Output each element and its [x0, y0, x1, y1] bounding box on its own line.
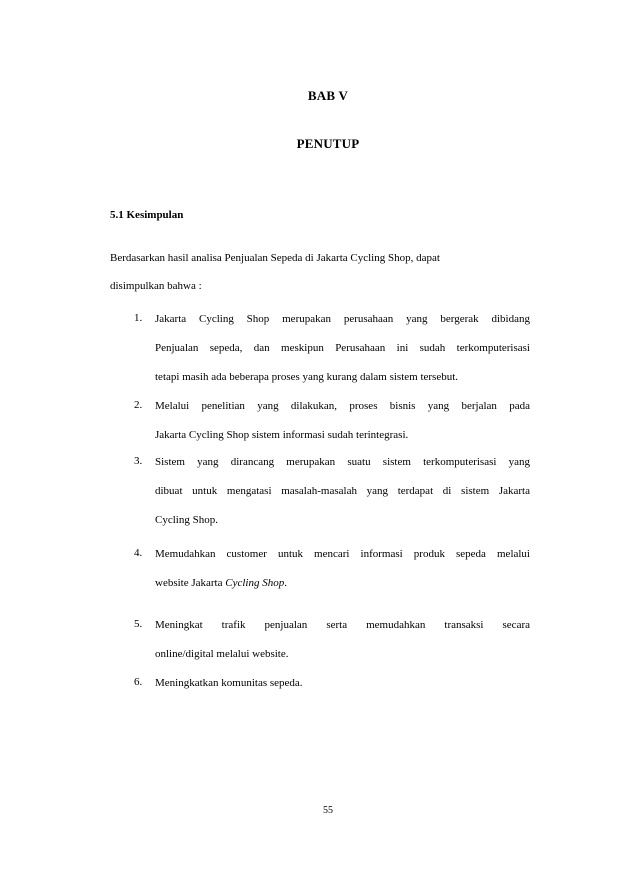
chapter-number: BAB V [307, 88, 349, 103]
list-item-number: 4. [134, 547, 143, 559]
chapter-title: PENUTUP [296, 136, 360, 151]
list-item-line: Melalui penelitian yang dilakukan, proses bisnis yang berjalan pada [155, 400, 530, 412]
list-item-line-prefix: website Jakarta [155, 577, 226, 589]
intro-paragraph-line: Berdasarkan hasil analisa Penjualan Sepeda di Jakarta Cycling Shop, dapat [110, 252, 440, 264]
section-heading: 5.1 Kesimpulan [110, 209, 184, 221]
list-item-number: 3. [134, 455, 143, 467]
list-item-line: Meningkatkan komunitas sepeda. [155, 677, 303, 689]
intro-paragraph-line: disimpulkan bahwa : [110, 280, 202, 292]
page-number: 55 [323, 805, 333, 816]
list-item-line: dibuat untuk mengatasi masalah-masalah yang terdapat di sistem Jakarta [155, 485, 530, 497]
list-item-line: online/digital melalui website. [155, 648, 289, 660]
list-item-line-italic: Cycling Shop [225, 577, 285, 589]
list-item-number: 5. [134, 618, 143, 630]
list-item-line: Sistem yang dirancang merupakan suatu sistem terkomputerisasi yang [155, 456, 530, 468]
list-item-line [155, 569, 530, 598]
list-item-line: Cycling Shop. [155, 514, 218, 526]
list-item-line: Memudahkan customer untuk mencari informasi produk sepeda melalui [155, 548, 530, 560]
list-item-text [155, 392, 530, 450]
list-item-line: tetapi masih ada beberapa proses yang kurang dalam sistem tersebut. [155, 371, 459, 383]
list-item-number: 1. [134, 312, 143, 324]
list-item-text [155, 611, 530, 669]
list-item-number: 6. [134, 676, 143, 688]
list-item-line: Penjualan sepeda, dan meskipun Perusahaan ini sudah terkomputerisasi [155, 342, 530, 354]
list-item-text [155, 448, 530, 535]
list-item-number: 2. [134, 399, 143, 411]
list-item-line-suffix: . [284, 577, 287, 589]
list-item-line: Meningkat trafik penjualan serta memudahkan transaksi secara [155, 619, 530, 631]
list-item-text [155, 540, 530, 598]
list-item-line: Jakarta Cycling Shop merupakan perusahaan yang bergerak dibidang [155, 313, 530, 325]
list-item-text [155, 669, 530, 698]
list-item-line: Jakarta Cycling Shop sistem informasi sudah terintegrasi. [155, 429, 409, 441]
list-item-text [155, 305, 530, 392]
